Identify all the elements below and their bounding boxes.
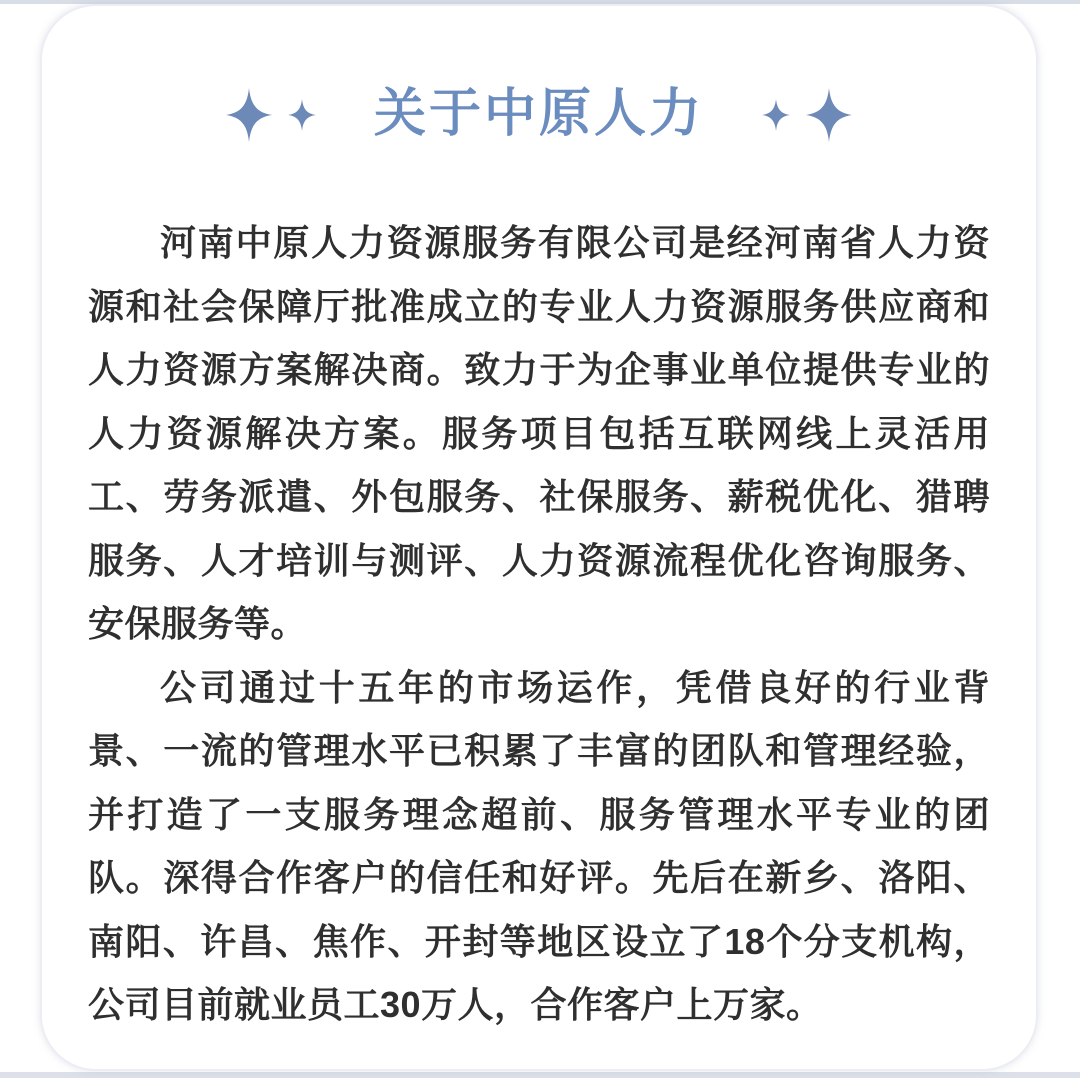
sparkle-small-icon <box>288 99 316 131</box>
sparkle-large-icon <box>226 88 272 142</box>
title-row <box>42 86 1036 143</box>
sparkle-small-icon <box>762 99 790 131</box>
right-sparkle-group <box>762 88 852 142</box>
bottom-edge-strip <box>0 1072 1080 1078</box>
sparkle-large-icon <box>806 88 852 142</box>
paragraph-company-intro: 河南中原人力资源服务有限公司是经河南省人力资源和社会保障厅批准成立的专业人力资源服务供应商和人力资源方案解决商。致力于为企事业单位提供专业的人力资源解决方案。服务项目包括互联网线上灵活用工、劳务派遣、外包服务、社保服务、薪税优化、猎聘服务、人才培训与测评、人力资源流程优化咨询服务、安保服务等。 <box>88 222 990 645</box>
paragraph-company-achievements: 公司通过十五年的市场运作，凭借良好的行业背景、一流的管理水平已积累了丰富的团队和管理经验，并打造了一支服务理念超前、服务管理水平专业的团队。深得合作客户的信任和好评。先后在新乡、洛阳、南阳、许昌、焦作、开封等地区设立了18个分支机构，公司目前就业员工30万人，合作客户上万家。 <box>88 666 990 1026</box>
about-text <box>88 211 990 1037</box>
page-title: 关于中原人力 <box>373 85 704 143</box>
left-sparkle-group <box>226 88 316 142</box>
about-card <box>40 4 1038 1071</box>
